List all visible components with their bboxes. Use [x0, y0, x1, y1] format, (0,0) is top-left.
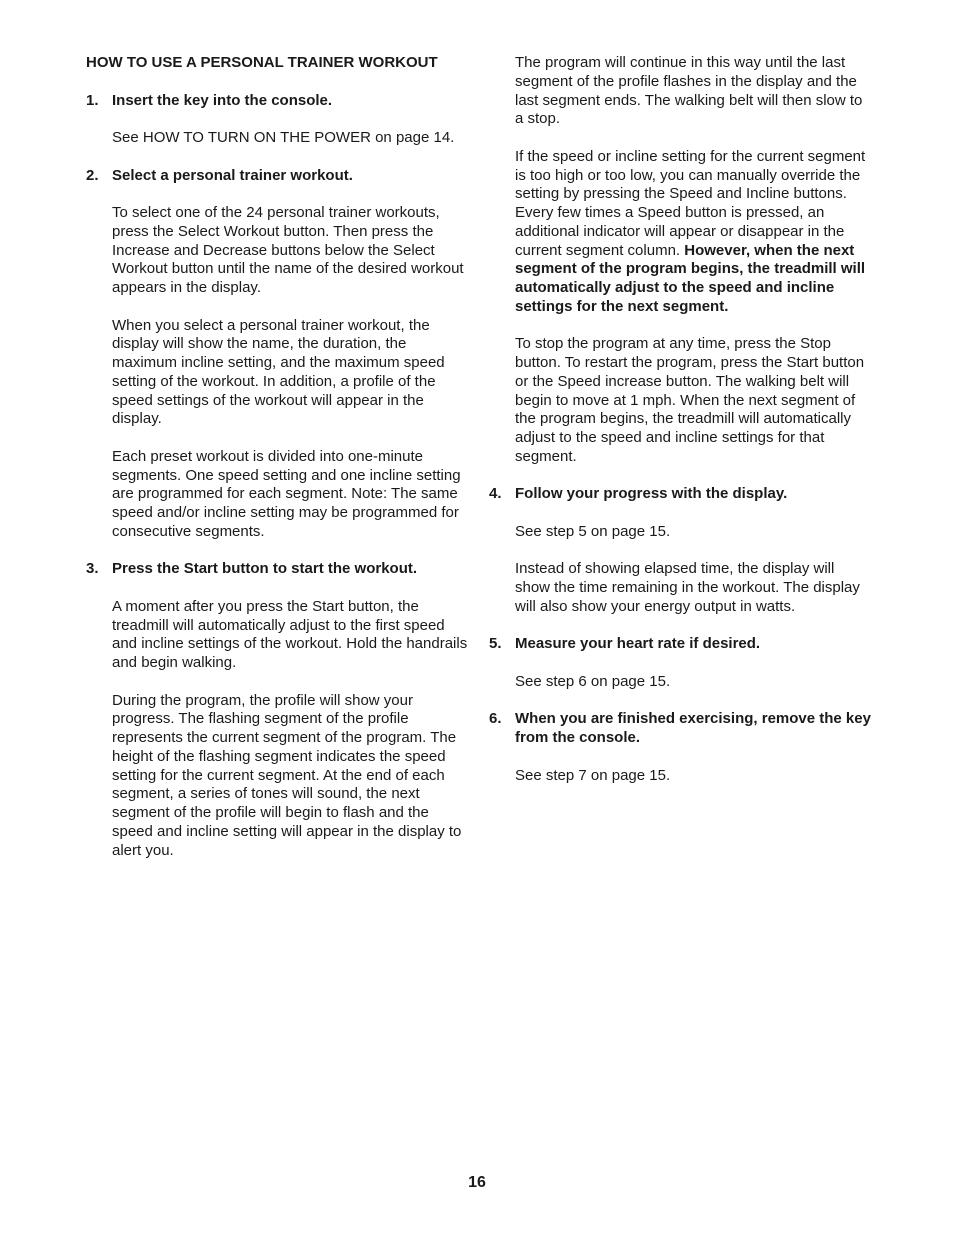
step-3-paragraph-4 [489, 148, 873, 317]
step-5-paragraph-1: See step 6 on page 15. [515, 672, 671, 690]
step-6-title [489, 710, 873, 748]
left-column [86, 54, 470, 879]
step-title-text: Insert the key into the console. [112, 91, 333, 109]
right-column [489, 54, 873, 804]
step-1-paragraph-1: See HOW TO TURN ON THE POWER on page 14. [112, 129, 455, 146]
step-4-paragraph-1: See step 5 on page 15. [515, 522, 671, 540]
step-title-text: When you are finished exercising, remove the key from the console. [515, 710, 871, 746]
step-number: 6. [489, 710, 502, 728]
override-text: If the speed or incline setting for the current segment is too high or too low, you can manually override the setting by pressing the Speed and Incline buttons. Every few times a Speed button is pressed, an additional indicator will appear or disappear in the current segment column. [515, 147, 866, 259]
step-2-paragraph-2: When you select a personal trainer workout, the display will show the name, the duration, the maximum incline setting, and the maximum speed setting of the workout. In addition, a profile of the speed settings of the workout will appear in the display. [112, 316, 445, 428]
step-4-title [489, 485, 873, 504]
step-title-text: Select a personal trainer workout. [112, 166, 353, 184]
step-number: 5. [489, 635, 502, 653]
step-4-paragraph-2: Instead of showing elapsed time, the display will show the time remaining in the workout. The display will also show your energy output in watts. [515, 560, 860, 615]
step-number: 4. [489, 485, 502, 503]
page-number: 16 [468, 1174, 486, 1191]
step-title-text: Measure your heart rate if desired. [515, 635, 761, 653]
step-number: 2. [86, 166, 99, 184]
section-heading: HOW TO USE A PERSONAL TRAINER WORKOUT [86, 54, 438, 71]
step-3-paragraph-2: During the program, the profile will show your progress. The flashing segment of the profile represents the current segment of the program. The height of the flashing segment indicates the speed setting for the current segment. At the end of each segment, a series of tones will sound, the next segment of the profile will begin to flash and the speed and incline setting will appear in the display to alert you. [112, 691, 462, 859]
step-title-text: Follow your progress with the display. [515, 485, 788, 503]
step-5-title [489, 635, 873, 654]
override-note-bold: However, when the next segment of the program begins, the treadmill will automatically adjust to the speed and incline settings for the next segment. [515, 241, 866, 315]
step-2-paragraph-1: To select one of the 24 personal trainer workouts, press the Select Workout button. Then press the Increase and Decrease buttons below the Select Workout button until the name of the desired workout appears in the display. [112, 204, 464, 296]
step-6-paragraph-1: See step 7 on page 15. [515, 766, 671, 784]
step-3-paragraph-3: The program will continue in this way until the last segment of the profile flashes in the display and the last segment ends. The walking belt will then slow to a stop. [515, 54, 863, 128]
step-title-text: Press the Start button to start the workout. [112, 560, 418, 578]
step-number: 1. [86, 91, 99, 109]
step-2-paragraph-3: Each preset workout is divided into one-minute segments. One speed setting and one incline setting are programmed for each segment. Note: The same speed and/or incline setting may be programmed for consecutive segments. [112, 447, 461, 540]
step-1-title [86, 92, 470, 111]
step-2-title [86, 167, 470, 186]
step-3-paragraph-5: To stop the program at any time, press the Stop button. To restart the program, press the Start button or the Speed increase button. The walking belt will begin to move at 1 mph. When the next segment of the program begins, the treadmill will automatically adjust to the speed and incline settings for that segment. [515, 335, 865, 465]
step-number: 3. [86, 560, 99, 578]
step-3-paragraph-1: A moment after you press the Start button, the treadmill will automatically adjust to the first speed and incline settings of the workout. Hold the handrails and begin walking. [112, 597, 468, 671]
step-3-title [86, 560, 470, 579]
